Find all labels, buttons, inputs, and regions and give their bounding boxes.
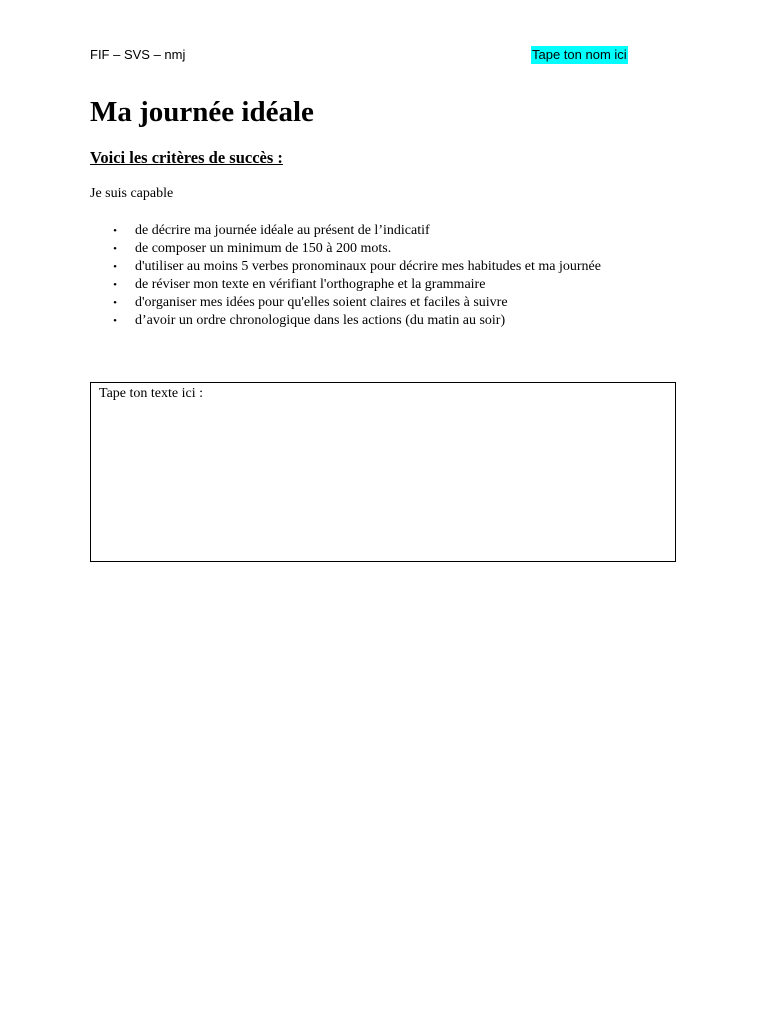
criteria-item [110, 312, 601, 330]
criteria-text: de composer un minimum de 150 à 200 mots. [135, 241, 392, 256]
bullet-icon: • [113, 261, 117, 273]
criteria-text: de réviser mon texte en vérifiant l'orthographe et la grammaire [135, 277, 486, 292]
criteria-item [110, 258, 601, 276]
criteria-item [110, 240, 601, 258]
text-box-label: Tape ton texte ici : [99, 386, 203, 401]
header-course-code: FIF – SVS – nmj [90, 47, 186, 62]
criteria-text: d'utiliser au moins 5 verbes pronominaux pour décrire mes habitudes et ma journée [135, 259, 601, 274]
page-title: Ma journée idéale [90, 96, 314, 128]
intro-text: Je suis capable [90, 186, 174, 201]
criteria-list [110, 222, 601, 330]
criteria-text: de décrire ma journée idéale au présent de l’indicatif [135, 223, 430, 238]
bullet-icon: • [113, 279, 117, 291]
bullet-icon: • [113, 243, 117, 255]
text-entry-box[interactable] [90, 382, 676, 562]
criteria-text: d’avoir un ordre chronologique dans les actions (du matin au soir) [135, 313, 506, 328]
bullet-icon: • [113, 315, 117, 327]
criteria-text: d'organiser mes idées pour qu'elles soient claires et faciles à suivre [135, 295, 508, 310]
bullet-icon: • [113, 225, 117, 237]
name-field[interactable]: Tape ton nom ici [532, 47, 627, 62]
bullet-icon: • [113, 297, 117, 309]
criteria-item [110, 276, 601, 294]
criteria-item [110, 222, 601, 240]
criteria-heading: Voici les critères de succès : [90, 148, 283, 167]
criteria-item [110, 294, 601, 312]
